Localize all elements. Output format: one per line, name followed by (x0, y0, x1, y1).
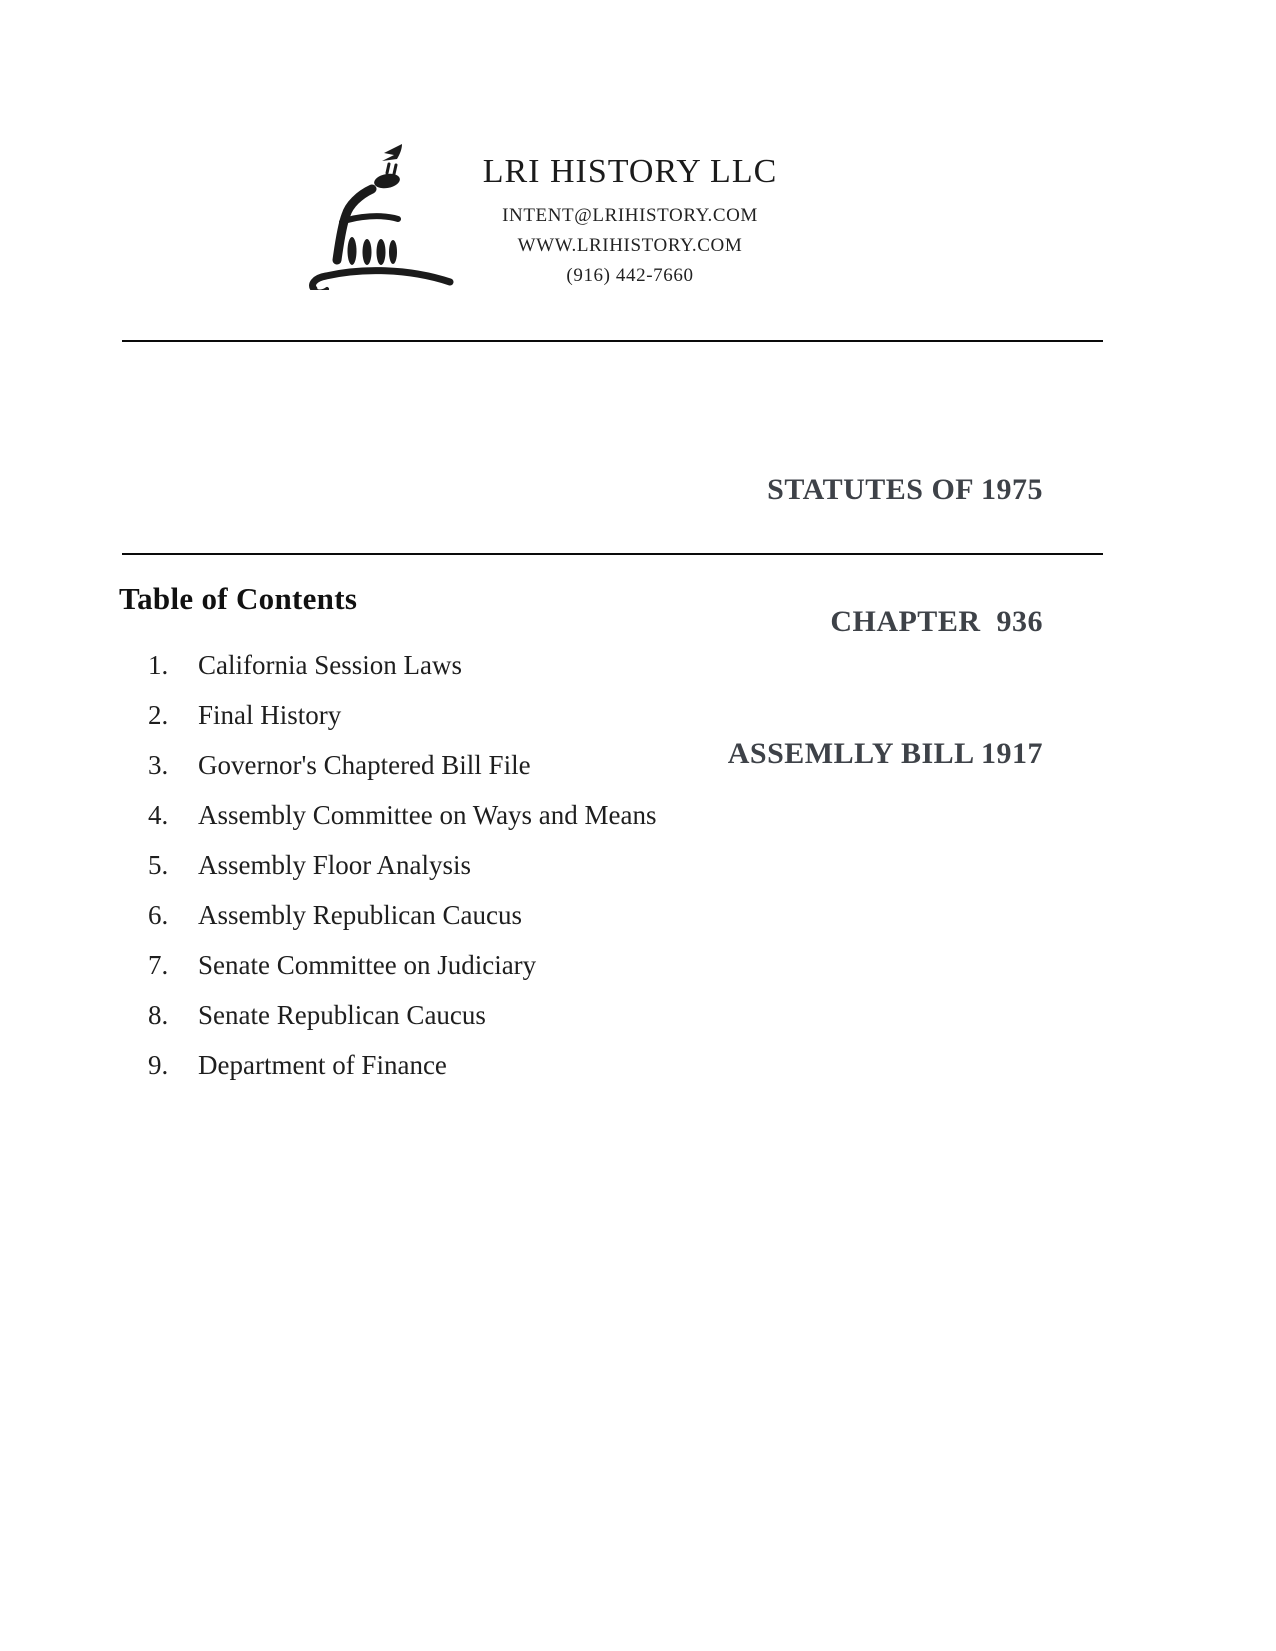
toc-item-number: 7. (148, 950, 169, 980)
toc-item (148, 750, 657, 800)
company-email: INTENT@LRIHISTORY.COM (502, 205, 758, 226)
toc-item-label: Assembly Republican Caucus (198, 900, 522, 930)
toc-item-label: California Session Laws (198, 650, 462, 680)
toc-item-label: Senate Committee on Judiciary (198, 950, 537, 980)
company-name: LRI HISTORY LLC (482, 153, 778, 190)
toc-item-number: 3. (148, 750, 169, 780)
company-phone: (916) 442-7660 (566, 265, 694, 286)
toc-item-number: 6. (148, 900, 169, 930)
toc-item-number: 4. (148, 800, 169, 830)
toc-heading: Table of Contents (119, 581, 358, 616)
toc-item-label: Final History (198, 700, 342, 730)
toc-item-label: Senate Republican Caucus (198, 1000, 486, 1030)
toc-item-number: 5. (148, 850, 169, 880)
toc-item (148, 1000, 657, 1050)
toc-item-number: 2. (148, 700, 169, 730)
divider-top (122, 340, 1103, 342)
bill-line: ASSEMLLY BILL 1917 (727, 737, 1043, 770)
toc-item-number: 9. (148, 1050, 169, 1080)
toc-item (148, 900, 657, 950)
toc-item-number: 1. (148, 650, 169, 680)
toc-item (148, 700, 657, 750)
toc-item (148, 950, 657, 1000)
document-title-block (728, 380, 1043, 864)
statutes-line: STATUTES OF 1975 (767, 473, 1043, 506)
toc-item-label: Department of Finance (198, 1050, 447, 1080)
toc-item (148, 1050, 657, 1100)
toc-item-number: 8. (148, 1000, 169, 1030)
toc-item (148, 850, 657, 900)
toc-item (148, 800, 657, 850)
toc-item-label: Governor's Chaptered Bill File (198, 750, 531, 780)
toc-item (148, 650, 657, 700)
letterhead (390, 152, 870, 291)
divider-bottom (122, 553, 1103, 555)
company-website: WWW.LRIHISTORY.COM (517, 235, 743, 256)
toc-item-label: Assembly Floor Analysis (198, 850, 472, 880)
table-of-contents (148, 650, 657, 1100)
chapter-line: CHAPTER 936 (830, 605, 1043, 638)
toc-item-label: Assembly Committee on Ways and Means (198, 800, 657, 830)
